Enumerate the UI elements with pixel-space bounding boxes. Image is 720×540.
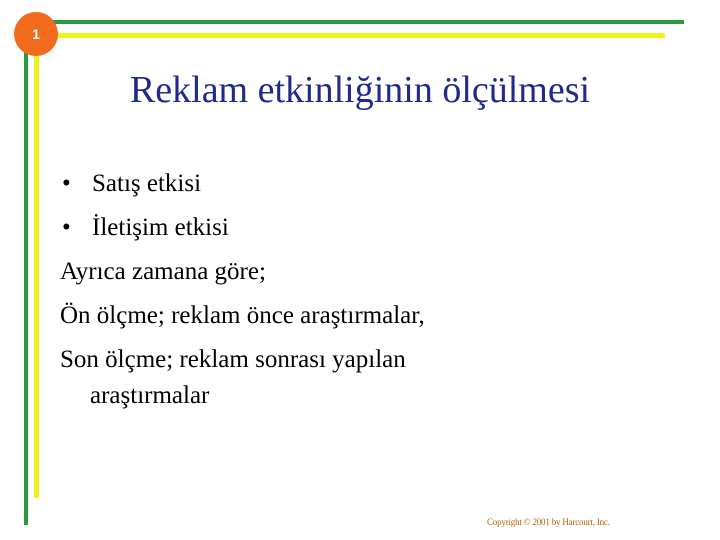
frame-top-green-line bbox=[24, 20, 684, 24]
body-line: Ayrıca zamana göre; bbox=[60, 258, 266, 285]
slide-number-badge: 1 bbox=[14, 12, 58, 56]
frame-left-yellow-line bbox=[34, 33, 39, 498]
bullet-icon: • bbox=[62, 214, 71, 241]
bullet-text: İletişim etkisi bbox=[92, 214, 229, 241]
slide-title: Reklam etkinliğinin ölçülmesi bbox=[129, 69, 591, 111]
copyright-notice: Copyright © 2001 by Harcourt, Inc. bbox=[487, 517, 610, 527]
body-line-continuation: araştırmalar bbox=[90, 382, 210, 409]
bullet-icon: • bbox=[62, 170, 71, 197]
body-line: Son ölçme; reklam sonrası yapılan bbox=[60, 346, 406, 373]
bullet-item bbox=[60, 206, 680, 250]
bullet-text: Satış etkisi bbox=[92, 170, 202, 197]
slide-body bbox=[60, 162, 680, 418]
body-line: Ön ölçme; reklam önce araştırmalar, bbox=[60, 302, 425, 329]
bullet-item bbox=[60, 162, 680, 206]
frame-top-yellow-line bbox=[40, 33, 665, 38]
frame-left-green-line bbox=[24, 20, 28, 525]
